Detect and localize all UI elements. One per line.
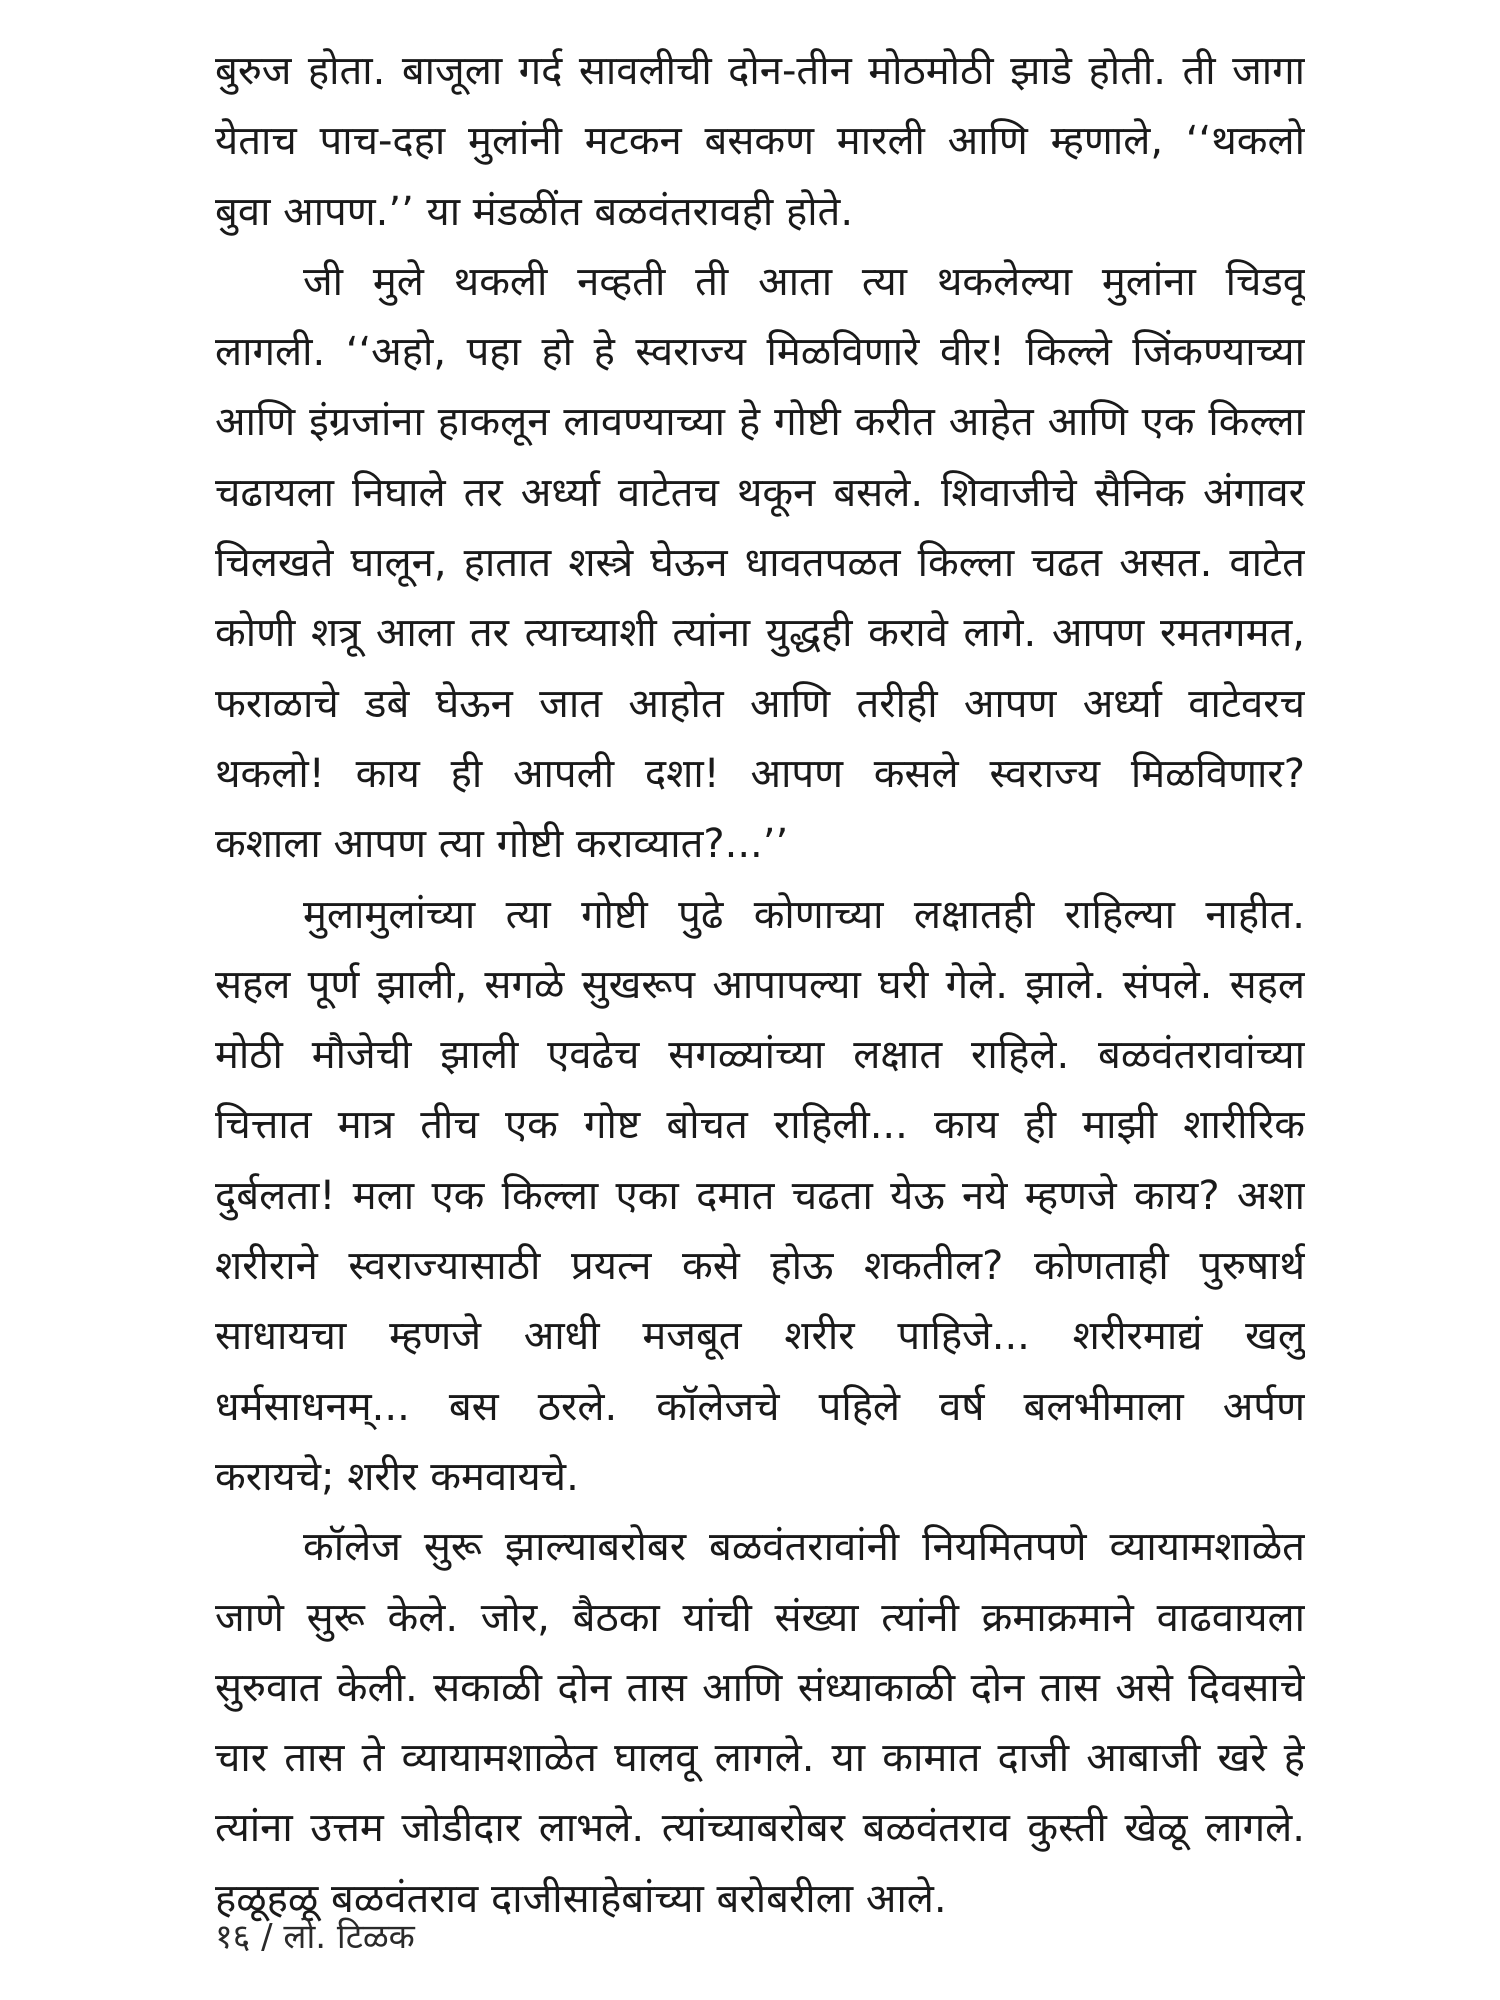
- text-line: कशाला आपण त्या गोष्टी कराव्यात?...’’: [215, 821, 789, 868]
- paragraph-1: [215, 36, 1305, 247]
- text-line: फराळाचे डबे घेऊन जात आहोत आणि तरीही आपण अर्ध्या वाटेवरच: [215, 680, 1305, 727]
- text-line: लागली. ‘‘अहो, पहा हो हे स्वराज्य मिळविणारे वीर! किल्ले जिंकण्याच्या: [215, 329, 1305, 376]
- text-line: बुरुज होता. बाजूला गर्द सावलीची दोन-तीन मोठमोठी झाडे होती. ती जागा: [215, 48, 1305, 94]
- text-line: येताच पाच-दहा मुलांनी मटकन बसकण मारली आणि म्हणाले, ‘‘थकलो: [215, 118, 1305, 165]
- page-footer: १६ / लो. टिळक: [215, 1917, 415, 1957]
- text-line: मोठी मौजेची झाली एवढेच सगळ्यांच्या लक्षात राहिले. बळवंतरावांच्या: [215, 1032, 1305, 1079]
- text-line: मुलामुलांच्या त्या गोष्टी पुढे कोणाच्या लक्षातही राहिल्या नाहीत.: [303, 891, 1305, 938]
- text-line: करायचे; शरीर कमवायचे.: [215, 1453, 579, 1500]
- paragraph-4: [215, 1512, 1305, 1934]
- text-line: हळूहळू बळवंतराव दाजीसाहेबांच्या बरोबरीला आले.: [215, 1875, 947, 1922]
- text-line: सहल पूर्ण झाली, सगळे सुखरूप आपापल्या घरी गेले. झाले. संपले. सहल: [215, 961, 1305, 1008]
- text-line: चार तास ते व्यायामशाळेत घालवू लागले. या कामात दाजी आबाजी खरे हे: [215, 1735, 1305, 1782]
- text-line: साधायचा म्हणजे आधी मजबूत शरीर पाहिजे... शरीरमाद्यं खलु: [215, 1313, 1305, 1360]
- text-line: कॉलेज सुरू झाल्याबरोबर बळवंतरावांनी नियमितपणे व्यायामशाळेत: [303, 1524, 1305, 1571]
- text-line: बुवा आपण.’’ या मंडळींत बळवंतरावही होते.: [215, 188, 854, 235]
- text-line: शरीराने स्वराज्यासाठी प्रयत्न कसे होऊ शकतील? कोणताही पुरुषार्थ: [215, 1243, 1305, 1290]
- text-line: धर्मसाधनम्... बस ठरले. कॉलेजचे पहिले वर्ष बलभीमाला अर्पण: [215, 1383, 1305, 1430]
- text-line: दुर्बलता! मला एक किल्ला एका दमात चढता येऊ नये म्हणजे काय? अशा: [215, 1172, 1305, 1219]
- text-line: आणि इंग्रजांना हाकलून लावण्याच्या हे गोष्टी करीत आहेत आणि एक किल्ला: [215, 399, 1305, 446]
- text-line: कोणी शत्रू आला तर त्याच्याशी त्यांना युद्धही करावे लागे. आपण रमतगमत,: [215, 610, 1305, 657]
- text-line: सुरुवात केली. सकाळी दोन तास आणि संध्याकाळी दोन तास असे दिवसाचे: [215, 1664, 1305, 1711]
- paragraph-2: [215, 247, 1305, 880]
- text-line: जी मुले थकली नव्हती ती आता त्या थकलेल्या मुलांना चिडवू: [303, 258, 1305, 305]
- text-line: चित्तात मात्र तीच एक गोष्ट बोचत राहिली... काय ही माझी शारीरिक: [215, 1102, 1305, 1149]
- text-line: त्यांना उत्तम जोडीदार लाभले. त्यांच्याबरोबर बळवंतराव कुस्ती खेळू लागले.: [215, 1805, 1305, 1852]
- text-line: चिलखते घालून, हातात शस्त्रे घेऊन धावतपळत किल्ला चढत असत. वाटेत: [215, 540, 1305, 587]
- text-line: जाणे सुरू केले. जोर, बैठका यांची संख्या त्यांनी क्रमाक्रमाने वाढवायला: [215, 1594, 1305, 1641]
- text-line: चढायला निघाले तर अर्ध्या वाटेतच थकून बसले. शिवाजीचे सैनिक अंगावर: [215, 469, 1305, 516]
- body-text: [215, 36, 1305, 1934]
- paragraph-3: [215, 880, 1305, 1513]
- text-line: थकलो! काय ही आपली दशा! आपण कसले स्वराज्य मिळविणार?: [215, 750, 1305, 797]
